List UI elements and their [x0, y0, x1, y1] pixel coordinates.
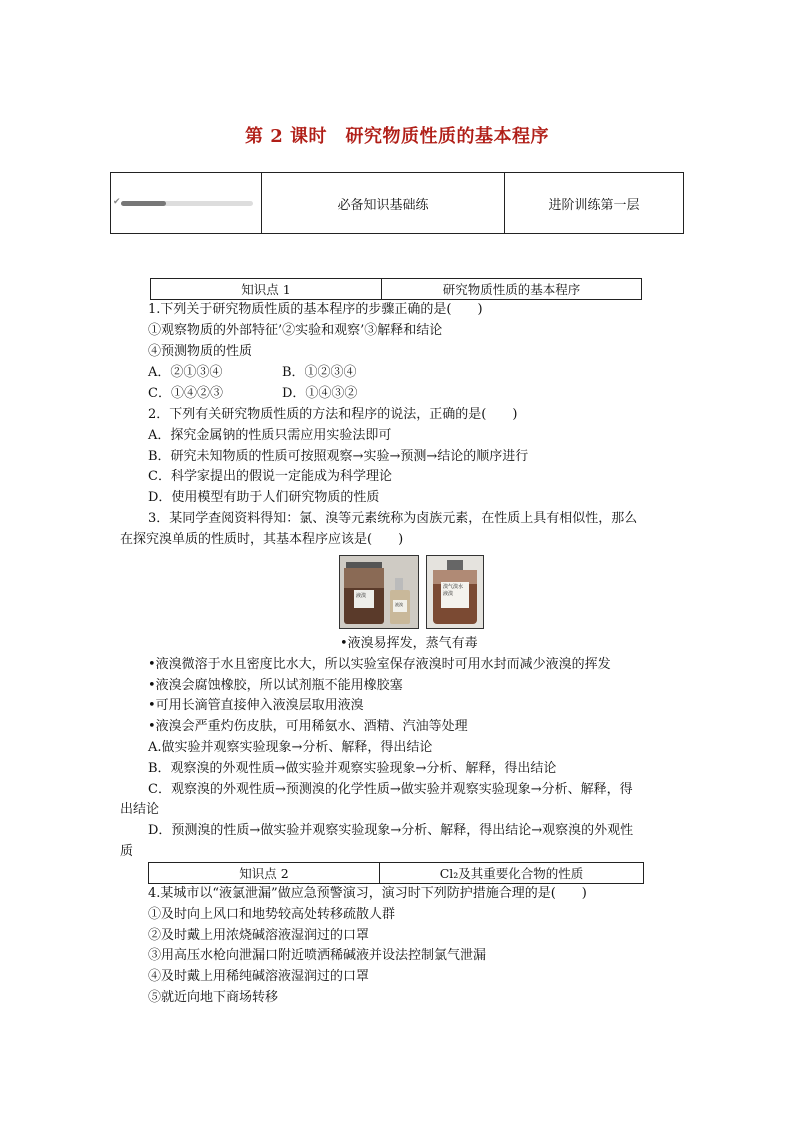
q3-option-d-line2: 质: [120, 844, 134, 859]
check-icon: ✔: [113, 196, 121, 207]
q1-option-b: B．①②③④: [282, 365, 357, 380]
q3-option-c-line2: 出结论: [120, 802, 160, 817]
kp2-topic: Cl₂及其重要化合物的性质: [439, 866, 584, 881]
progress-fill: [121, 201, 166, 206]
progress-bar: [113, 196, 253, 207]
q2-stem: 2．下列有关研究物质性质的方法和程序的说法，正确的是( ): [148, 407, 518, 422]
kp1-label: 知识点 1: [151, 279, 382, 299]
q3-option-a: A.做实验并观察实验现象→分析、解释，得出结论: [148, 740, 433, 755]
q1-option-a: A．②①③④: [148, 365, 223, 380]
bromine-water-bottle-photo: [426, 555, 484, 629]
knowledge-point-1-table: [150, 278, 642, 300]
q3-stem-line1: 3．某同学查阅资料得知：氯、溴等元素统称为卤族元素，在性质上具有相似性，那么: [148, 511, 638, 526]
q1-items-line: ①观察物质的外部特征’②实验和观察’③解释和结论: [148, 323, 443, 338]
q4-item-3: ③用高压水枪向泄漏口附近喷洒稀碱液并设法控制氯气泄漏: [148, 948, 487, 963]
q4-item-2: ②及时戴上用浓烧碱溶液湿润过的口罩: [148, 928, 370, 943]
bromine-bottles-photo: [339, 555, 419, 629]
header-table: [110, 172, 684, 234]
photo2-label: 溴气溴水液溴: [443, 584, 464, 597]
page-title: 第 2 课时 研究物质性质的基本程序: [244, 126, 550, 147]
q3-option-d-line1: D．预测溴的性质→做实验并观察实验现象→分析、解释，得出结论→观察溴的外观性: [148, 823, 634, 838]
q3-option-b: B．观察溴的外观性质→做实验并观察实验现象→分析、解释，得出结论: [148, 761, 557, 776]
header-col2: 必备知识基础练: [262, 173, 505, 233]
photo1-label-big: 液溴: [356, 593, 367, 599]
q3-stem-line2: 在探究溴单质的性质时，其基本程序应该是( ): [120, 532, 404, 547]
q1-stem: 1.下列关于研究物质性质的基本程序的步骤正确的是( ): [148, 302, 483, 317]
q3-fact-4: •可用长滴管直接伸入液溴层取用液溴: [148, 698, 364, 713]
q1-option-d: D．①④③②: [282, 386, 358, 401]
q3-fact-2: •液溴微溶于水且密度比水大，所以实验室保存液溴时可用水封而减少液溴的挥发: [148, 657, 611, 672]
q2-option-b: B．研究未知物质的性质可按照观察→实验→预测→结论的顺序进行: [148, 449, 529, 464]
kp1-topic: 研究物质性质的基本程序: [442, 282, 581, 297]
q3-fact-5: •液溴会严重灼伤皮肤，可用稀氨水、酒精、汽油等处理: [148, 719, 468, 734]
kp2-label: 知识点 2: [149, 863, 380, 883]
q1-option-c: C．①④②③: [148, 386, 223, 401]
q3-option-c-line1: C．观察溴的外观性质→预测溴的化学性质→做实验并观察实验现象→分析、解释，得: [148, 782, 633, 797]
q2-option-d: D．使用模型有助于人们研究物质的性质: [148, 490, 380, 505]
header-col3: 进阶训练第一层: [548, 197, 640, 213]
q3-fact-1: •液溴易挥发，蒸气有毒: [340, 636, 478, 651]
progress-cell: [111, 173, 262, 233]
q2-option-c: C．科学家提出的假说一定能成为科学理论: [148, 469, 392, 484]
knowledge-point-2-table: [148, 862, 644, 884]
q2-option-a: A．探究金属钠的性质只需应用实验法即可: [148, 428, 392, 443]
q4-item-4: ④及时戴上用稀纯碱溶液湿润过的口罩: [148, 969, 370, 984]
q4-item-1: ①及时向上风口和地势较高处转移疏散人群: [148, 907, 396, 922]
q3-fact-3: •液溴会腐蚀橡胶，所以试剂瓶不能用橡胶塞: [148, 678, 403, 693]
q4-stem: 4.某城市以“液氯泄漏”做应急预警演习，演习时下列防护措施合理的是( ): [148, 886, 587, 901]
q1-item-4: ④预测物质的性质: [148, 344, 253, 359]
photo1-label-small: 液溴: [395, 602, 403, 607]
q4-item-5: ⑤就近向地下商场转移: [148, 990, 279, 1005]
